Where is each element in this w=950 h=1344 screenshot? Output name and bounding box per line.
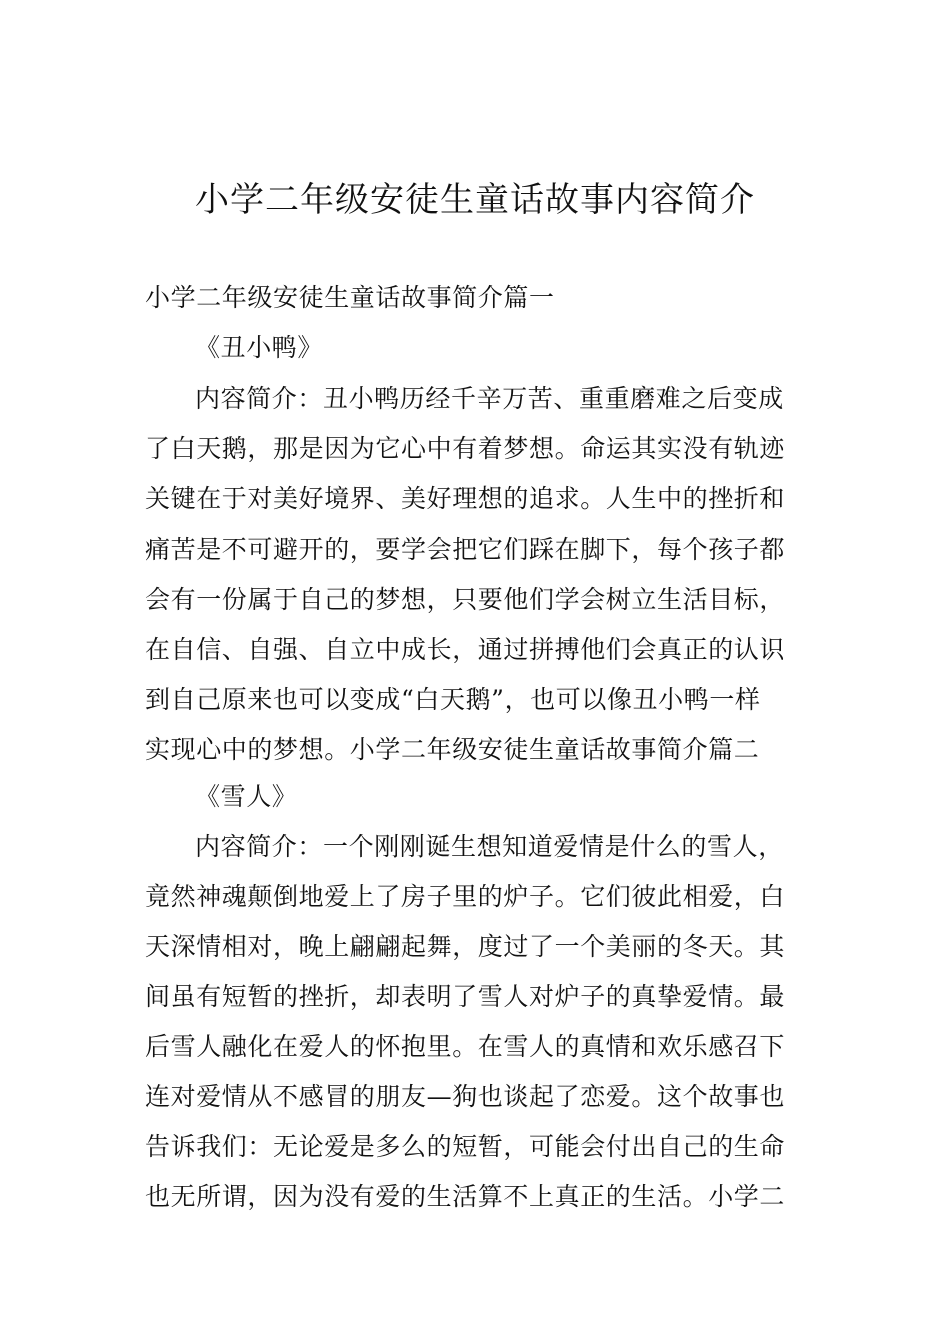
paragraph-line: 内容简介：一个刚刚诞生想知道爱情是什么的雪人， xyxy=(195,832,784,861)
paragraph-line: 会有一份属于自己的梦想，只要他们学会树立生活目标， xyxy=(145,585,786,614)
paragraph-line: 连对爱情从不感冒的朋友—狗也谈起了恋爱。这个故事也 xyxy=(145,1082,786,1111)
paragraph-line: 间虽有短暂的挫折，却表明了雪人对炉子的真挚爱情。最 xyxy=(145,982,786,1011)
paragraph-line: 内容简介：丑小鸭历经千辛万苦、重重磨难之后变成 xyxy=(195,384,784,413)
story-title-snowman: 《雪人》 xyxy=(195,782,298,811)
story-title-ugly-duckling: 《丑小鸭》 xyxy=(195,333,324,362)
paragraph-line: 天深情相对，晚上翩翩起舞，度过了一个美丽的冬天。其 xyxy=(145,932,786,961)
section-heading-1: 小学二年级安徒生童话故事简介篇一 xyxy=(145,283,555,312)
paragraph-line: 实现心中的梦想。小学二年级安徒生童话故事简介篇二 xyxy=(145,735,760,764)
paragraph-line: 竟然神魂颠倒地爱上了房子里的炉子。它们彼此相爱，白 xyxy=(145,882,786,911)
paragraph-line: 在自信、自强、自立中成长，通过拼搏他们会真正的认识 xyxy=(145,635,786,664)
paragraph-line: 后雪人融化在爱人的怀抱里。在雪人的真情和欢乐感召下 xyxy=(145,1032,786,1061)
paragraph-line: 关键在于对美好境界、美好理想的追求。人生中的挫折和 xyxy=(145,484,786,513)
paragraph-line: 到自己原来也可以变成“白天鹅”，也可以像丑小鸭一样 xyxy=(145,685,761,714)
document-title: 小学二年级安徒生童话故事内容简介 xyxy=(195,180,755,220)
paragraph-line: 也无所谓，因为没有爱的生活算不上真正的生活。小学二 xyxy=(145,1182,786,1211)
paragraph-line: 告诉我们：无论爱是多么的短暂，可能会付出自己的生命 xyxy=(145,1132,786,1161)
paragraph-line: 痛苦是不可避开的，要学会把它们踩在脚下，每个孩子都 xyxy=(145,535,786,564)
paragraph-line: 了白天鹅，那是因为它心中有着梦想。命运其实没有轨迹 xyxy=(145,434,786,463)
